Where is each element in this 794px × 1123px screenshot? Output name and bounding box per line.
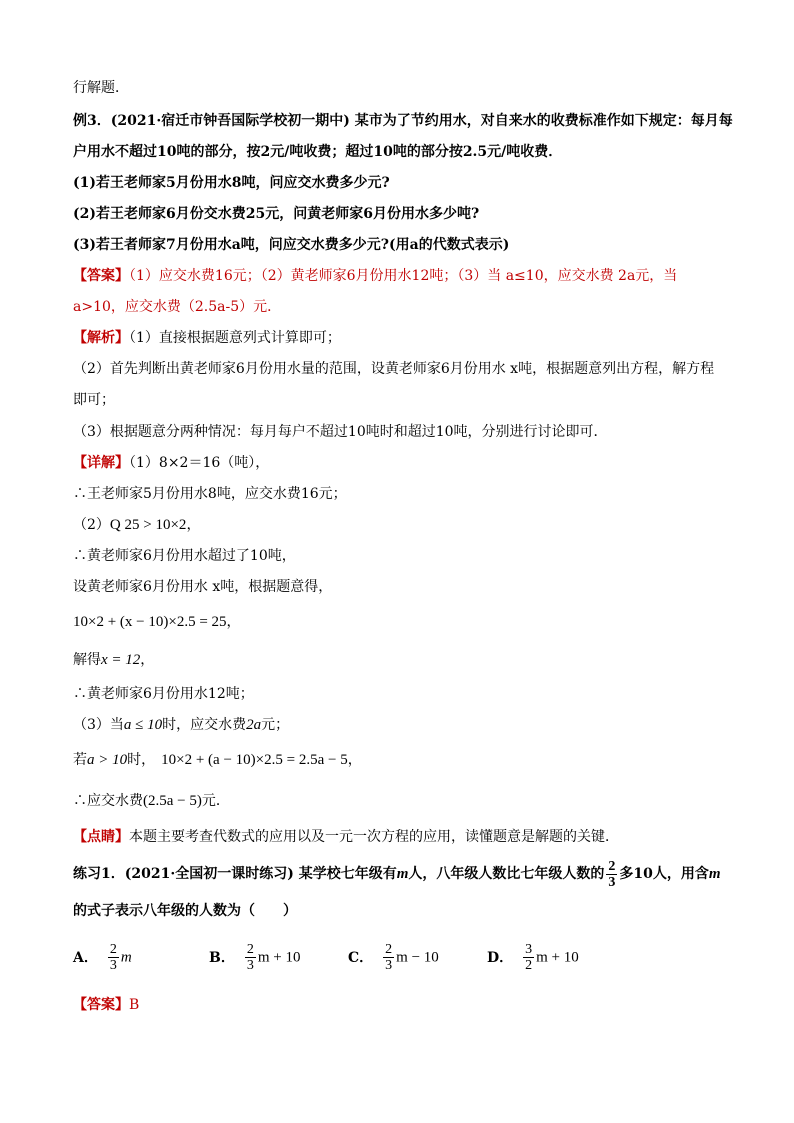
detail-line-3: [73, 515, 200, 535]
answer-text: （1）应交水费16元；（2）黄老师家6月份用水12吨；（3）当 a≤10，应交水费 2a元，当: [129, 268, 678, 284]
solution-label: 解得: [73, 652, 101, 668]
detail-text: 元；: [261, 717, 290, 733]
detail-text: 元．: [201, 793, 230, 809]
answer-value: B: [129, 997, 140, 1013]
math-expression: (2.5a − 5): [143, 793, 202, 809]
answer-tag: 【答案】: [73, 268, 129, 284]
fraction-numerator: 3: [525, 942, 533, 957]
practice-1-line-1: [73, 858, 721, 890]
fraction-numerator: 2: [385, 942, 393, 957]
point-text: 本题主要考查代数式的应用以及一元一次方程的应用，读懂题意是解题的关键．: [129, 829, 619, 845]
option-expression: m: [120, 949, 132, 966]
analysis-line-4: （3）根据题意分两种情况：每月每户不超过10吨时和超过10吨，分别进行讨论即可．: [73, 424, 608, 440]
analysis-text: （1）直接根据题意列式计算即可；: [129, 330, 341, 346]
detail-text: 时，应交水费: [162, 717, 247, 733]
detail-tag: 【详解】: [73, 455, 129, 471]
detail-step: （2）: [73, 517, 110, 533]
fraction-denominator: 2: [525, 958, 533, 973]
practice-1-line-2: 的式子表示八年级的人数为（ ）: [73, 903, 297, 919]
text-line: 行解题．: [73, 80, 129, 96]
option-fraction: [108, 942, 119, 973]
option-d: [487, 942, 579, 973]
detail-step: （3）当: [73, 717, 124, 733]
option-expression: m − 10: [396, 949, 439, 966]
option-expression: m + 10: [536, 949, 579, 966]
fraction-numerator: 2: [608, 858, 616, 874]
detail-line-10: [73, 791, 230, 811]
practice-text: 人，八年级人数比七年级人数的: [408, 866, 605, 882]
math-condition: a > 10: [87, 752, 128, 768]
question-2: (2)若王老师家6月份交水费25元，问黄老师家6月份用水多少吨?: [73, 206, 480, 222]
answer-line-2: a>10，应交水费（2.5a-5）元．: [73, 299, 282, 315]
option-expression: m + 10: [257, 949, 301, 966]
answer-line-1: [73, 266, 677, 286]
option-label: B．: [209, 949, 235, 966]
option-label: D．: [487, 949, 514, 966]
math-variable: m: [396, 866, 409, 882]
detail-line-7: ∴黄老师家6月份用水12吨；: [73, 686, 254, 702]
math-condition: a ≤ 10: [123, 717, 163, 733]
solution-line: [73, 650, 154, 670]
fraction-denominator: 3: [246, 958, 254, 973]
analysis-tag: 【解析】: [73, 330, 129, 346]
analysis-line-3: 即可；: [73, 392, 115, 408]
detail-line-9: [73, 750, 362, 770]
fraction-numerator: 2: [246, 942, 254, 957]
answer-2-line: [73, 995, 139, 1015]
punct: ，: [186, 517, 201, 533]
example-3-text: 户用水不超过10吨的部分，按2元/吨收费；超过10吨的部分按2.5元/吨收费．: [73, 144, 563, 160]
analysis-line-2: （2）首先判断出黄老师家6月份用水量的范围，设黄老师家6月份用水 x吨，根据题意列出方程，解方程: [73, 361, 715, 377]
question-3: (3)若王者师家7月份用水a吨，问应交水费多少元?(用a的代数式表示): [73, 237, 510, 253]
point-line: [73, 827, 619, 847]
math-equation: 10×2 + (a − 10)×2.5 = 2.5a − 5: [161, 752, 348, 768]
detail-text: 时，: [127, 752, 156, 768]
punct: ，: [347, 752, 362, 768]
analysis-line-1: [73, 328, 341, 348]
fraction-denominator: 3: [385, 958, 393, 973]
practice-text: 多10人，用含: [619, 866, 709, 882]
detail-line-8: [73, 715, 289, 735]
math-inequality: Q 25 > 10×2: [109, 517, 187, 533]
fraction-numerator: 2: [109, 942, 117, 957]
question-1: (1)若王老师家5月份用水8吨，问应交水费多少元?: [73, 175, 390, 191]
detail-line-5: 设黄老师家6月份用水 x吨，根据题意得，: [73, 579, 333, 595]
fraction-two-thirds: [606, 859, 617, 890]
math-solution: x = 12: [101, 652, 141, 668]
detail-line-1: [73, 453, 269, 473]
detail-text: 若: [73, 752, 87, 768]
example-3-title: 例3．(2021·宿迁市钟吾国际学校初一期中) 某市为了节约用水，对自来水的收费标准作如下规定：每月每: [73, 113, 733, 129]
option-a: [73, 942, 132, 973]
option-fraction: [245, 942, 256, 973]
detail-line-2: ∴王老师家5月份用水8吨，应交水费16元；: [73, 486, 347, 502]
punct: ，: [140, 652, 155, 668]
detail-line-4: ∴黄老师家6月份用水超过了10吨，: [73, 548, 296, 564]
option-b: [209, 942, 300, 973]
fraction-denominator: 3: [109, 958, 117, 973]
option-label: C．: [348, 949, 374, 966]
answer-tag: 【答案】: [73, 997, 129, 1013]
option-c: [348, 942, 439, 973]
math-equation: 10×2 + (x − 10)×2.5 = 25: [73, 614, 227, 630]
detail-text: （1）8×2＝16（吨），: [129, 455, 270, 471]
point-tag: 【点睛】: [73, 829, 129, 845]
punct: ，: [226, 614, 241, 630]
equation-line-1: [73, 612, 241, 632]
option-fraction: [523, 942, 534, 973]
math-value: 2a: [246, 717, 262, 733]
practice-text: 练习1．(2021·全国初一课时练习) 某学校七年级有: [73, 866, 397, 882]
fraction-denominator: 3: [608, 874, 616, 890]
math-variable: m: [708, 866, 721, 882]
option-label: A．: [73, 949, 98, 966]
detail-text: ∴应交水费: [73, 793, 143, 809]
option-fraction: [383, 942, 394, 973]
